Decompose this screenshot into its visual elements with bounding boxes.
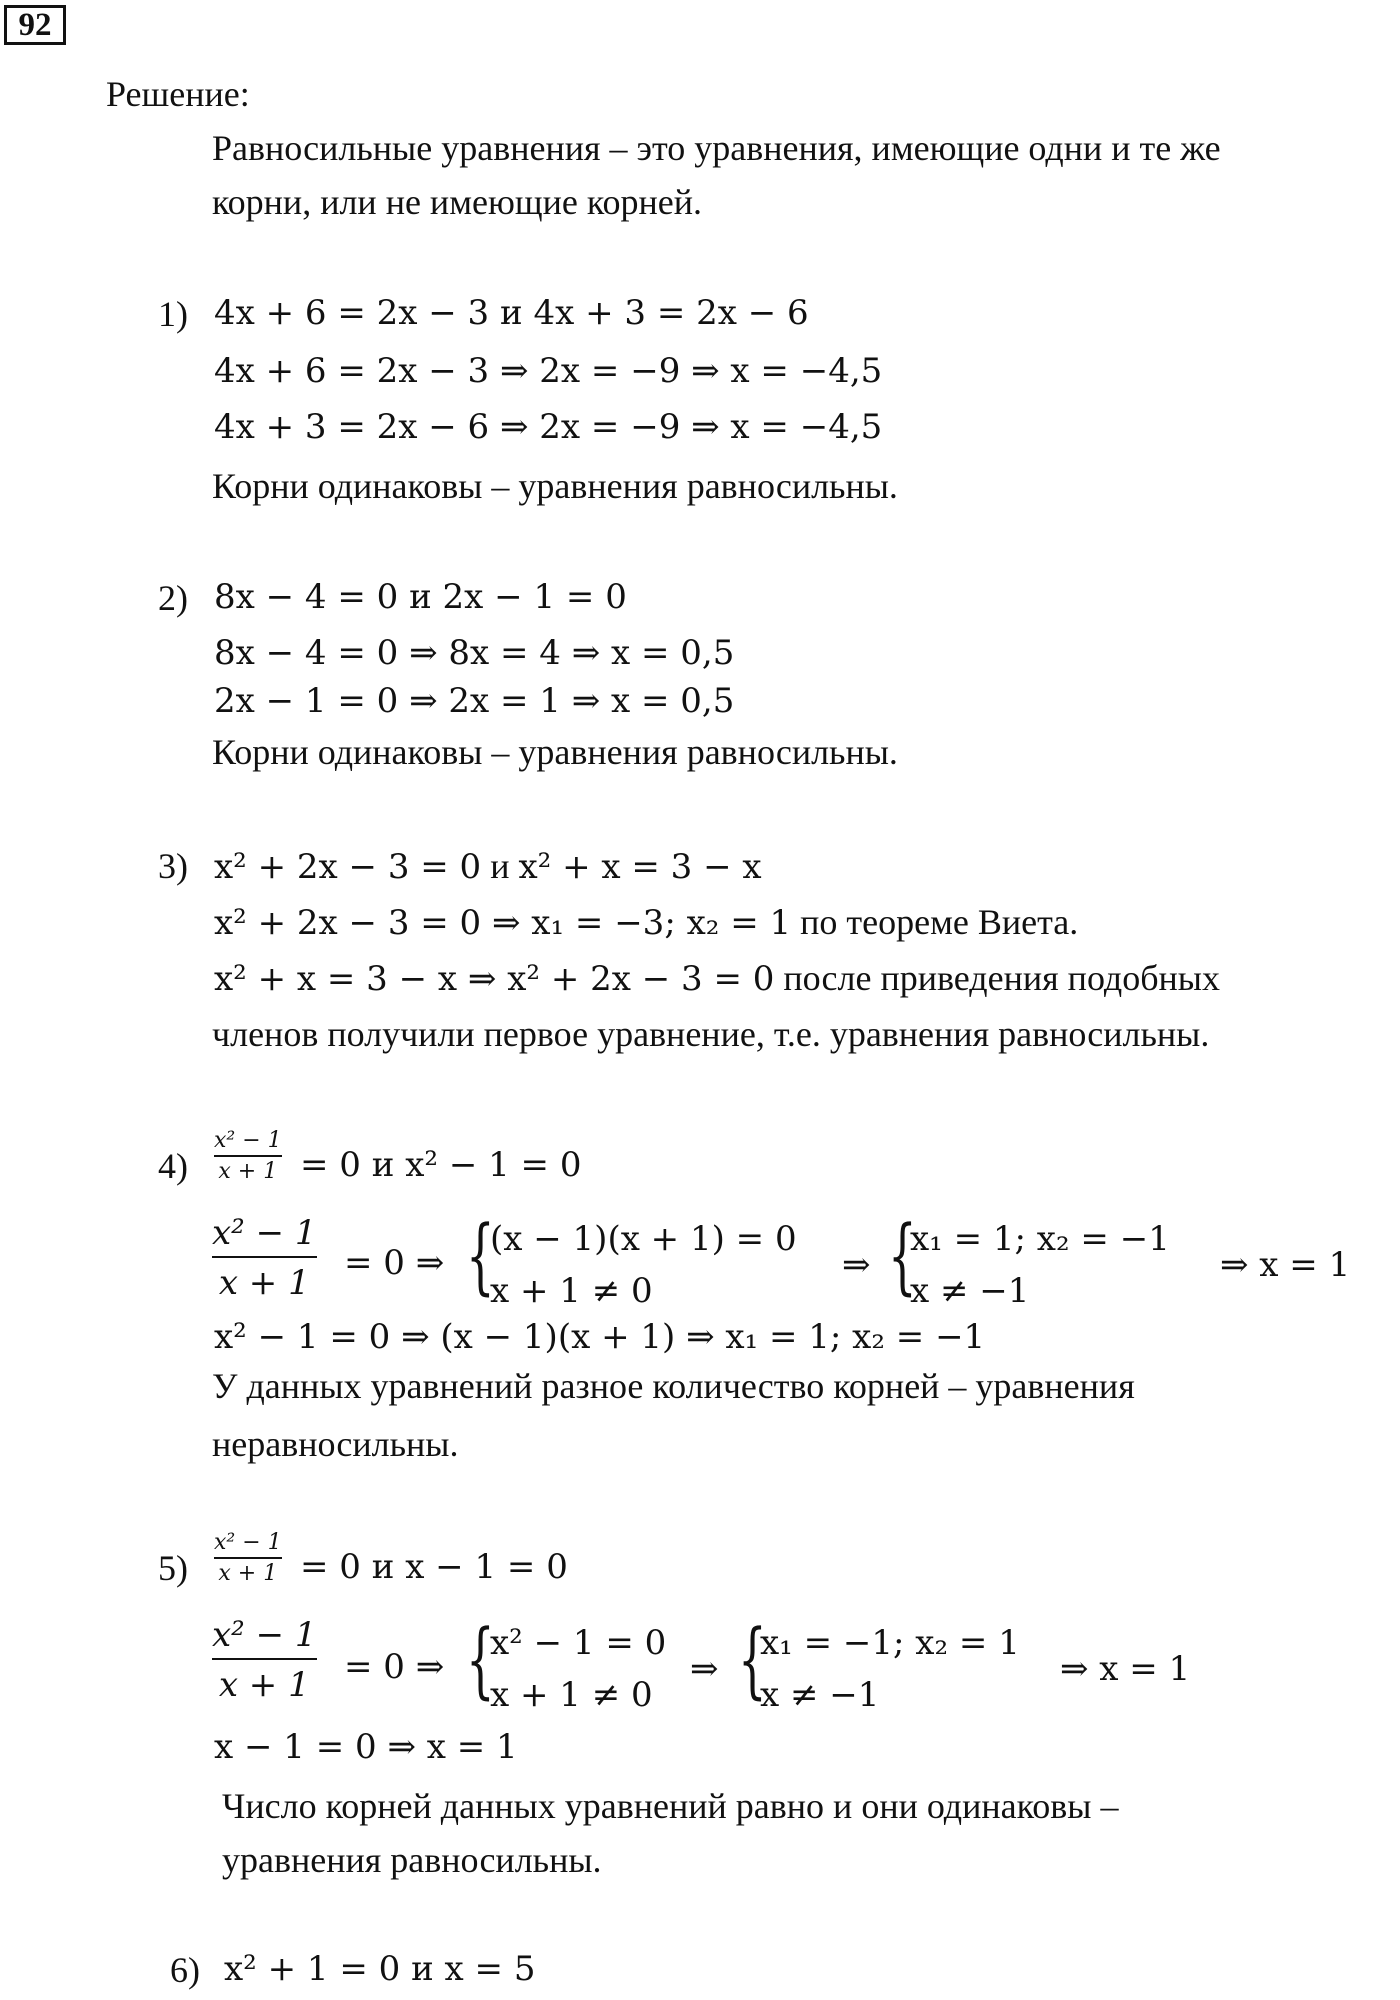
item-3-step-1-text: по теореме Виета.	[791, 902, 1079, 942]
item-4-result: ⇒ x = 1	[1220, 1245, 1351, 1285]
item-6-label: 6)	[170, 1950, 200, 1990]
item-3-task	[214, 846, 762, 887]
item-5-result: ⇒ x = 1	[1060, 1649, 1191, 1689]
item-4-task-fraction-numerator: x² − 1	[214, 1128, 282, 1153]
item-4-conclusion-line-2: неравносильны.	[212, 1424, 459, 1464]
item-4-task-rest: = 0 и x² − 1 = 0	[300, 1145, 582, 1185]
item-3-task-conjunction: и	[481, 846, 519, 886]
item-5-fraction	[212, 1615, 317, 1705]
item-5-task-fraction-denominator: x + 1	[218, 1561, 278, 1586]
item-3-step-2	[214, 958, 1220, 999]
item-4-system-2-line-2: x ≠ −1	[910, 1271, 1030, 1311]
item-4-system-1-line-2: x + 1 ≠ 0	[490, 1271, 653, 1311]
item-5-implies-eq: = 0 ⇒	[344, 1647, 445, 1687]
item-3-step-1	[214, 902, 1079, 943]
item-3-step-3: членов получили первое уравнение, т.е. уравнения равносильны.	[212, 1014, 1210, 1054]
item-1-conclusion: Корни одинаковы – уравнения равносильны.	[212, 466, 898, 506]
item-5-task-fraction-numerator: x² − 1	[214, 1530, 282, 1555]
item-4-implies-eq: = 0 ⇒	[344, 1243, 445, 1283]
item-3-task-eq-a: x² + 2x − 3 = 0	[214, 847, 482, 887]
item-5-fraction-denominator: x + 1	[218, 1665, 310, 1705]
item-5-task-fraction	[214, 1532, 282, 1585]
item-5-fraction-numerator: x² − 1	[212, 1615, 317, 1655]
item-5-label: 5)	[158, 1548, 188, 1588]
item-5-step-2: x − 1 = 0 ⇒ x = 1	[214, 1727, 518, 1767]
item-1-step-2: 4x + 3 = 2x − 6 ⇒ 2x = −9 ⇒ x = −4,5	[214, 407, 883, 447]
item-4-task-fraction-denominator: x + 1	[218, 1159, 278, 1184]
item-5-implies: ⇒	[690, 1649, 719, 1689]
item-4-fraction-numerator: x² − 1	[212, 1213, 317, 1253]
item-6-task: x² + 1 = 0 и x = 5	[224, 1949, 536, 1989]
item-5-conclusion-line-2: уравнения равносильны.	[222, 1840, 602, 1880]
item-4-step-2: x² − 1 = 0 ⇒ (x − 1)(x + 1) ⇒ x₁ = 1; x₂ = −1	[214, 1317, 986, 1357]
item-5-system-2-brace: {	[738, 1613, 767, 1708]
item-3-step-1-math: x² + 2x − 3 = 0 ⇒ x₁ = −3; x₂ = 1	[214, 903, 792, 943]
solution-heading: Решение:	[106, 74, 250, 114]
item-2-task: 8x − 4 = 0 и 2x − 1 = 0	[214, 577, 627, 617]
item-2-step-1: 8x − 4 = 0 ⇒ 8x = 4 ⇒ x = 0,5	[214, 633, 735, 673]
item-4-system-1-line-1: (x − 1)(x + 1) = 0	[490, 1219, 797, 1259]
item-5-system-2-line-2: x ≠ −1	[760, 1675, 880, 1715]
item-4-label: 4)	[158, 1146, 188, 1186]
item-5-task-rest: = 0 и x − 1 = 0	[300, 1547, 568, 1587]
problem-number: 92	[4, 5, 66, 45]
item-1-step-1: 4x + 6 = 2x − 3 ⇒ 2x = −9 ⇒ x = −4,5	[214, 351, 883, 391]
item-4-task-fraction	[214, 1130, 282, 1183]
item-5-system-1-line-1: x² − 1 = 0	[490, 1623, 667, 1663]
item-1-task: 4x + 6 = 2x − 3 и 4x + 3 = 2x − 6	[214, 293, 809, 333]
item-2-label: 2)	[158, 578, 188, 618]
item-5-system-2-line-1: x₁ = −1; x₂ = 1	[760, 1623, 1020, 1663]
item-4-system-1-brace: {	[466, 1209, 495, 1304]
item-4-system-2-brace: {	[888, 1209, 917, 1304]
item-3-step-2-math: x² + x = 3 − x ⇒ x² + 2x − 3 = 0	[214, 959, 775, 999]
item-3-task-eq-b: x² + x = 3 − x	[518, 847, 762, 887]
item-4-fraction	[212, 1213, 317, 1303]
definition-line-1: Равносильные уравнения – это уравнения, имеющие одни и те же	[212, 128, 1221, 168]
item-4-fraction-denominator: x + 1	[218, 1263, 310, 1303]
item-2-step-2: 2x − 1 = 0 ⇒ 2x = 1 ⇒ x = 0,5	[214, 681, 735, 721]
item-5-system-1-line-2: x + 1 ≠ 0	[490, 1675, 653, 1715]
item-4-system-2-line-1: x₁ = 1; x₂ = −1	[910, 1219, 1170, 1259]
item-4-implies: ⇒	[842, 1245, 871, 1285]
item-1-label: 1)	[158, 294, 188, 334]
item-2-conclusion: Корни одинаковы – уравнения равносильны.	[212, 732, 898, 772]
item-5-conclusion-line-1: Число корней данных уравнений равно и они одинаковы –	[222, 1786, 1119, 1826]
item-4-conclusion-line-1: У данных уравнений разное количество корней – уравнения	[212, 1366, 1135, 1406]
item-5-system-1-brace: {	[466, 1613, 495, 1708]
definition-line-2: корни, или не имеющие корней.	[212, 182, 702, 222]
item-3-step-2-text: после приведения подобных	[774, 958, 1220, 998]
item-3-label: 3)	[158, 846, 188, 886]
